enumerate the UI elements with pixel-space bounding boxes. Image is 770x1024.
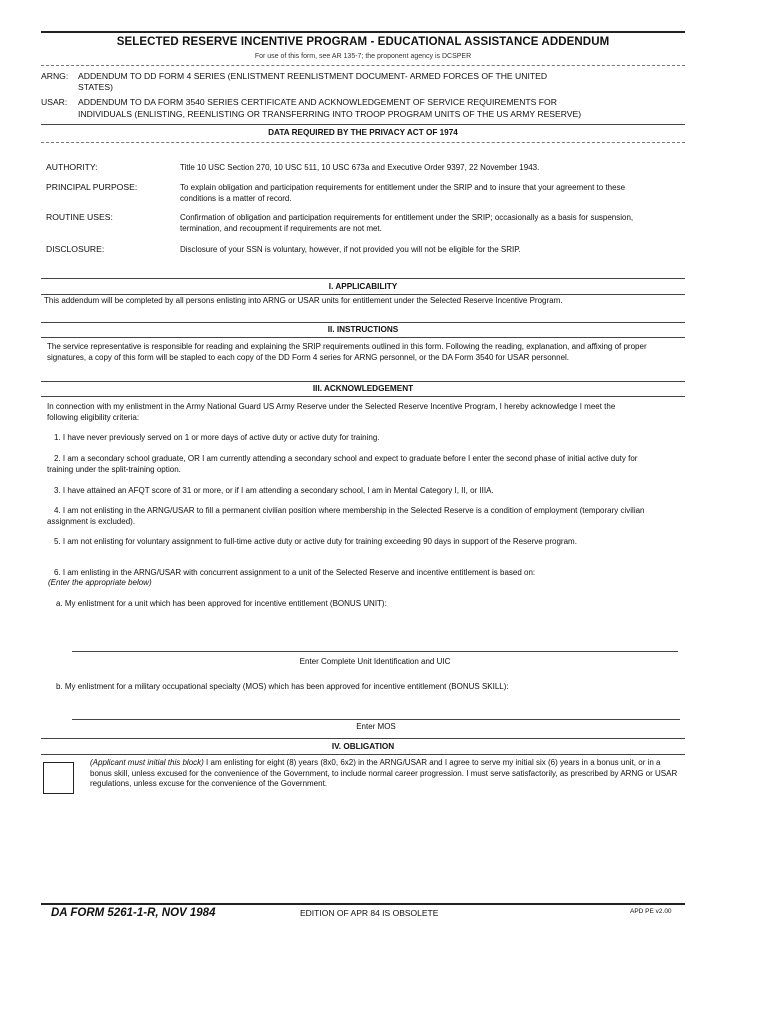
disclosure-text: Disclosure of your SSN is voluntary, however, if not provided you will not be eligible for the SRIP. xyxy=(180,245,521,254)
routine-uses-label: ROUTINE USES: xyxy=(46,212,113,222)
principal-purpose-text: To explain obligation and participation requirements for entitlement under the SRIP and to insure that your agreement to these conditions is a matter of record. xyxy=(180,183,626,203)
arng-line-2: STATES) xyxy=(78,82,114,92)
instructions-text: The service representative is responsible for reading and explaining the SRIP requirements outlined in this form. Following the reading, explanation, and affixing of proper signatures, a copy of this form will be stapled to each copy of the DD Form 4 series for ARNG personnel, or the DA Form 3540 for USAR personnel. xyxy=(47,342,647,362)
principal-purpose-label: PRINCIPAL PURPOSE: xyxy=(46,182,138,192)
subtitle-rule xyxy=(41,65,685,66)
usar-line-1: ADDENDUM TO DA FORM 3540 SERIES CERTIFICATE AND ACKNOWLEDGEMENT OF SERVICE REQUIREMENTS FOR xyxy=(78,97,557,107)
obligation-initial-note: (Applicant must initial this block) xyxy=(90,758,204,767)
instructions-heading: II. INSTRUCTIONS xyxy=(327,325,399,334)
mos-entry-caption: Enter MOS xyxy=(356,722,396,731)
criteria-item-6: 6. I am enlisting in the ARNG/USAR with concurrent assignment to a unit of the Selected Reserve and incentive entitlement is based on: xyxy=(54,568,536,577)
bonus-unit-item: a. My enlistment for a unit which has been approved for incentive entitlement (BONUS UNIT): xyxy=(56,599,387,608)
authority-text: Title 10 USC Section 270, 10 USC 511, 10 USC 673a and Executive Order 9397, 22 November 1943. xyxy=(180,163,540,172)
applicability-top-rule xyxy=(41,278,685,279)
arng-prefix: ARNG: xyxy=(41,71,69,81)
privacy-heading: DATA REQUIRED BY THE PRIVACY ACT OF 1974 xyxy=(268,128,458,137)
version-label: APD PE v2.00 xyxy=(630,908,672,915)
usar-line-2: INDIVIDUALS (ENLISTING, REENLISTING OR TRANSFERRING INTO TROOP PROGRAM UNITS OF THE US ARMY RESERVE) xyxy=(78,109,582,119)
form-id: DA FORM 5261-1-R, NOV 1984 xyxy=(51,907,216,919)
acknowledgement-heading: III. ACKNOWLEDGEMENT xyxy=(312,384,414,393)
obligation-heading-rule xyxy=(41,754,685,755)
arng-line-1: ADDENDUM TO DD FORM 4 SERIES (ENLISTMENT REENLISTMENT DOCUMENT- ARMED FORCES OF THE UNITED xyxy=(78,71,548,81)
acknowledgement-intro: In connection with my enlistment in the Army National Guard US Army Reserve under the Selected Reserve Incentive Program, I hereby acknowledge I meet the following eligibility criteria: xyxy=(47,402,616,422)
acknowledgement-heading-rule xyxy=(41,396,685,397)
top-rule xyxy=(41,31,685,33)
instructions-heading-rule xyxy=(41,337,685,338)
privacy-heading-rule xyxy=(41,142,685,143)
edition-note: EDITION OF APR 84 IS OBSOLETE xyxy=(300,908,439,918)
obligation-heading: IV. OBLIGATION xyxy=(331,742,395,751)
applicability-heading: I. APPLICABILITY xyxy=(328,282,398,291)
privacy-top-rule xyxy=(41,124,685,125)
criteria-item-1: 1. I have never previously served on 1 or more days of active duty or active duty for training. xyxy=(54,433,380,442)
form-subtitle: For use of this form, see AR 135-7; the proponent agency is DCSPER xyxy=(254,53,472,60)
unit-entry-caption: Enter Complete Unit Identification and UIC xyxy=(299,657,451,666)
footer-rule xyxy=(41,903,685,905)
acknowledgement-top-rule xyxy=(41,381,685,382)
criteria-item-4: 4. I am not enlisting in the ARNG/USAR to fill a permanent civilian position where membership in the Selected Reserve is a condition of employment (temporary civilian assignment is excluded). xyxy=(47,506,645,526)
usar-prefix: USAR: xyxy=(41,97,68,107)
applicant-initial-box[interactable] xyxy=(43,762,74,794)
applicability-text: This addendum will be completed by all persons enlisting into ARNG or USAR units for entitlement under the Selected Reserve Incentive Program. xyxy=(44,296,563,305)
obligation-text xyxy=(90,758,680,790)
criteria-item-6-note: (Enter the appropriate below) xyxy=(48,578,152,587)
routine-uses-text: Confirmation of obligation and participation requirements for entitlement under the SRIP; occasionally as a basis for suspension, termination, and recoupment if requirements are not met. xyxy=(180,213,634,233)
instructions-top-rule xyxy=(41,322,685,323)
unit-entry-line[interactable] xyxy=(72,651,678,652)
obligation-top-rule xyxy=(41,738,685,739)
criteria-item-3: 3. I have attained an AFQT score of 31 or more, or if I am attending a secondary school, I am in Mental Category I, II, or IIIA. xyxy=(54,486,494,495)
criteria-item-5: 5. I am not enlisting for voluntary assignment to full-time active duty or active duty for training exceeding 90 days in support of the Reserve program. xyxy=(54,537,577,546)
applicability-heading-rule xyxy=(41,294,685,295)
mos-entry-line[interactable] xyxy=(72,719,680,720)
form-title: SELECTED RESERVE INCENTIVE PROGRAM - EDUCATIONAL ASSISTANCE ADDENDUM xyxy=(116,36,610,48)
obligation-body: I am enlisting for eight (8) years (8x0, 6x2) in the ARNG/USAR and I agree to serve my initial six (6) years in a bonus unit, or in a bonus skill, unless excused for the convenience of the Government, to include normal career progression. I must serve satisfactorily, as prescribed by ARNG or USAR regulations, unless excuse for the convenience of the Government. xyxy=(90,758,678,788)
authority-label: AUTHORITY: xyxy=(46,162,98,172)
disclosure-label: DISCLOSURE: xyxy=(46,244,105,254)
bonus-skill-item: b. My enlistment for a military occupational specialty (MOS) which has been approved for incentive entitlement (BONUS SKILL): xyxy=(56,682,509,691)
criteria-item-2: 2. I am a secondary school graduate, OR I am currently attending a secondary school and expect to graduate before I enter the second phase of initial active duty for training under the split-training option. xyxy=(47,454,638,474)
